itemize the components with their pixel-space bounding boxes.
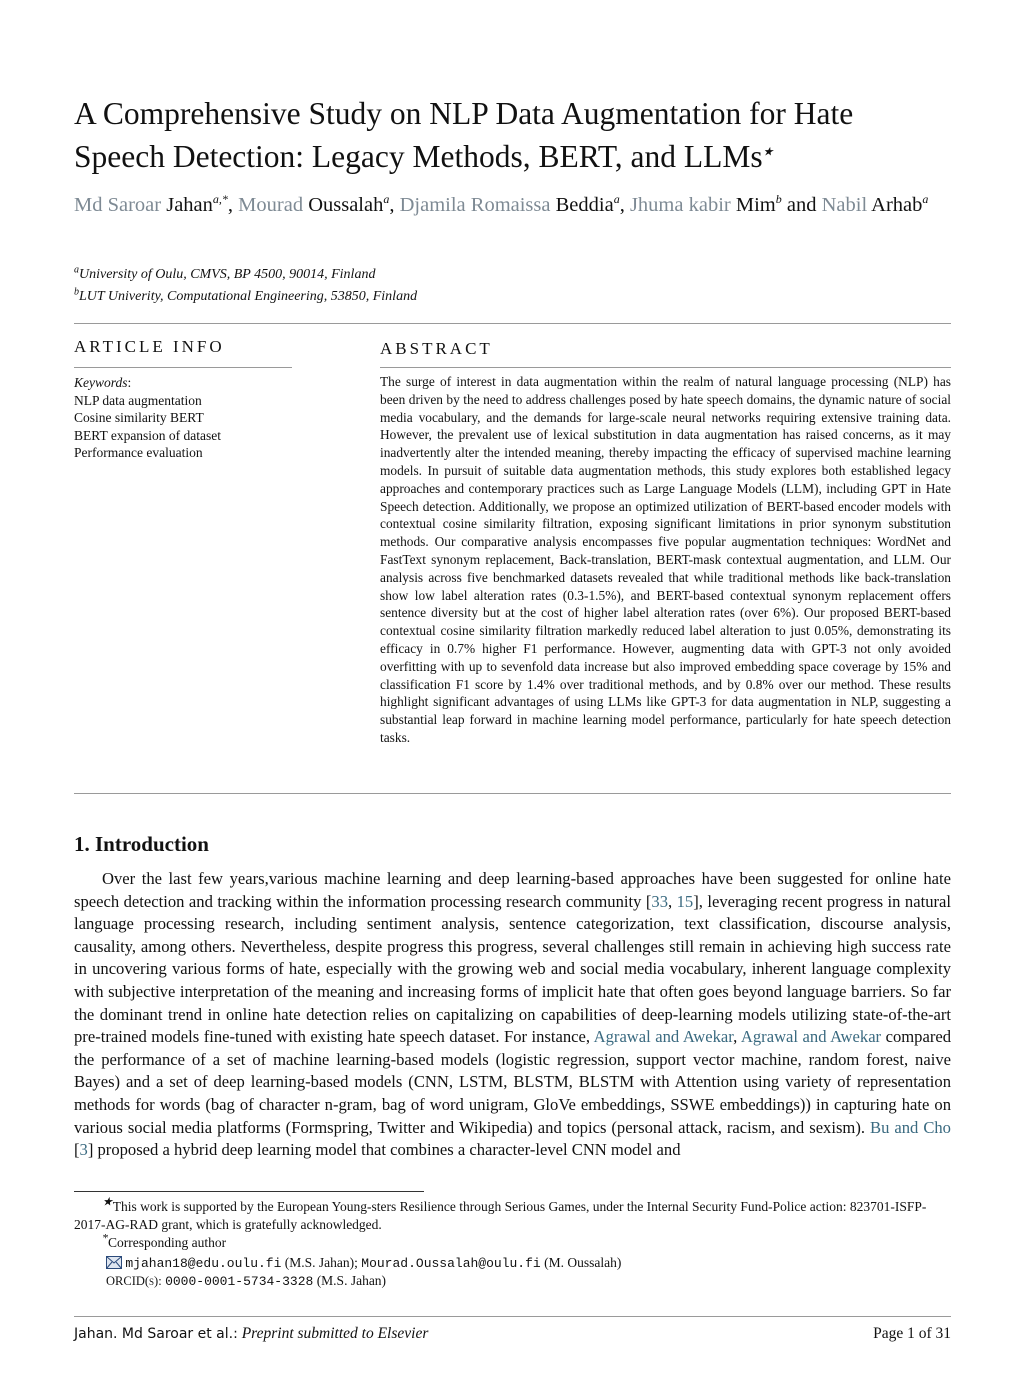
section-heading: 1. Introduction	[74, 832, 209, 856]
keyword: Cosine similarity BERT	[74, 410, 204, 425]
corresponding-footnote: *Corresponding author	[102, 1230, 227, 1250]
abstract-heading: ABSTRACT	[380, 339, 493, 358]
preprint-note: Preprint submitted to Elsevier	[241, 1325, 429, 1342]
author: Md Saroar Jahan$^{a,*}$,	[74, 192, 239, 216]
citation-link[interactable]: Bu and Cho	[870, 1117, 951, 1137]
author: Nabil Arhab$^a$	[821, 192, 929, 216]
paper-title: A Comprehensive Study on NLP Data Augmentation for Hate Speech Detection: Legacy Methods, BERT, and LLMs★	[74, 96, 854, 174]
email-line: mjahan18@edu.oulu.fi (M.S. Jahan); Mourad.Oussalah@oulu.fi (M. Oussalah)	[106, 1254, 983, 1274]
email-link[interactable]: mjahan18@edu.oulu.fi	[125, 1256, 282, 1271]
citation-link[interactable]: Agrawal and Awekar	[740, 1027, 882, 1047]
citation-link[interactable]: 15	[676, 891, 694, 911]
keyword: Performance evaluation	[74, 445, 203, 460]
article-info-heading: ARTICLE INFO	[74, 337, 225, 356]
keywords-block: Keywords: NLP data augmentation Cosine similarity BERT BERT expansion of dataset Performance evaluation	[74, 374, 354, 462]
keywords-label: Keywords	[74, 375, 128, 390]
author: Djamila Romaissa Beddia$^a$,	[399, 192, 630, 216]
page-number: Page 1 of 31	[873, 1325, 951, 1342]
abstract-text: The surge of interest in data augmentation within the realm of natural language processing (NLP) has been driven by the need to address challenges posed by hate speech domains, the dynamic nature of social media vocabulary, and the demands for large-scale neural networks requiring extensive training data. However, the prevalent use of lexical substitution in data augmentation has raised concerns, as it may inadvertently alter the intended meaning, thereby impacting the efficacy of supervised machine learning models. In pursuit of suitable data augmentation methods, this study explores both established legacy approaches and contemporary practices such as Large Language Models (LLM), including GPT in Hate Speech detection. Additionally, we propose an optimized utilization of BERT-based encoder models with contextual cosine similarity filtration, exposing significant limitations in prior synonym substitution methods. Our comparative analysis encompasses five popular augmentation techniques: WordNet and FastText synonym replacement, Back-translation, BERT-mask contextual augmentation, and LLM. Our analysis across five benchmarked datasets revealed that while traditional methods like back-translation show low label alteration rates (0.3-1.5%), and BERT-based contextual synonym replacement offers sentence diversity but at the cost of higher label alteration rates (over 6%). Our proposed BERT-based contextual cosine similarity filtration markedly reduced label alteration to just 0.05%, demonstrating its efficacy in 0.7% higher F1 performance. However, augmenting data with GPT-3 not only avoided overfitting with up to sevenfold data increase but also improved embedding space coverage by 15% and classification F1 score by 1.4% over traditional methods, and by 0.8% over our method. These results highlight significant advantages of using LLMs like GPT-3 for data augmentation in NLP, suggesting a substantial leap forward in machine learning model performance, particularly for hate speech detection tasks.	[380, 374, 951, 745]
affiliation: $^a$University of Oulu, CMVS, BP 4500, 90014, Finland	[74, 264, 376, 282]
intro-paragraph: Over the last few years,various machine learning and deep learning-based approaches have been suggested for online hate speech detection and tracking within the information processing research community [33, 15], leveraging recent progress in natural language processing research, including sentiment analysis, sentence categorization, text classification, discourse analysis, causality, among others. Nevertheless, despite progress this progress, several challenges still remain in achieving high success rate in uncovering various forms of hate, especially with the growing web and social media vocabulary, inherent language complexity with subjective interpretation of the meaning and increasing forms of implicit hate that often goes beyond language barriers. So far the dominant trend in online hate detection relies on capitalizing on capabilities of deep-learning models utilizing state-of-the-art pre-trained models fine-tuned with existing hate speech dataset. For instance, Agrawal and Awekar, Agrawal and Awekar compared the performance of a set of machine learning-based models (logistic regression, support vector machine, random forest, naive Bayes) and a set of deep learning-based models (CNN, LSTM, BLSTM, BLSTM with Attention using variety of representation methods for words (bag of character n-gram, bag of word unigram, GloVe embeddings, SSWE embeddings)) in capturing hate on various social media platforms (Formspring, Twitter and Wikipedia) and topics (personal attack, racism, and sexism). Bu and Cho [3] proposed a hybrid deep learning model that combines a character-level CNN model and	[74, 869, 952, 1160]
divider	[380, 367, 951, 368]
funding-footnote: ★This work is supported by the European Young-sters Resilience through Serious Games, under the Internal Security Fund-Police action: 823701-ISFP-2017-AG-RAD grant, which is gratefully acknowledged.	[74, 1194, 927, 1232]
divider	[74, 367, 292, 368]
author: Mourad Oussalah$^a$,	[238, 192, 400, 216]
keyword: NLP data augmentation	[74, 392, 202, 408]
affiliation: $^b$LUT Univerity, Computational Engineering, 53850, Finland	[74, 286, 418, 304]
citation-link[interactable]: 3	[79, 1140, 88, 1160]
running-head: Jahan. Md Saroar et al.:	[74, 1326, 238, 1342]
divider	[74, 323, 951, 324]
citation-link[interactable]: 33	[651, 891, 668, 911]
email-link[interactable]: Mourad.Oussalah@oulu.fi	[361, 1256, 541, 1271]
keyword: BERT expansion of dataset	[74, 427, 222, 443]
divider	[74, 793, 951, 794]
author-list	[74, 192, 951, 219]
title-footnote-mark: ★	[762, 144, 774, 159]
divider	[74, 1316, 951, 1317]
footnote-rule	[74, 1191, 424, 1192]
orcid-line: ORCID(s): 0000-0001-5734-3328 (M.S. Jahan)	[106, 1273, 387, 1289]
page-footer	[74, 1325, 951, 1343]
citation-link[interactable]: Agrawal and Awekar	[593, 1027, 734, 1047]
author: Jhuma kabir Mim$^b$ and	[629, 192, 822, 216]
